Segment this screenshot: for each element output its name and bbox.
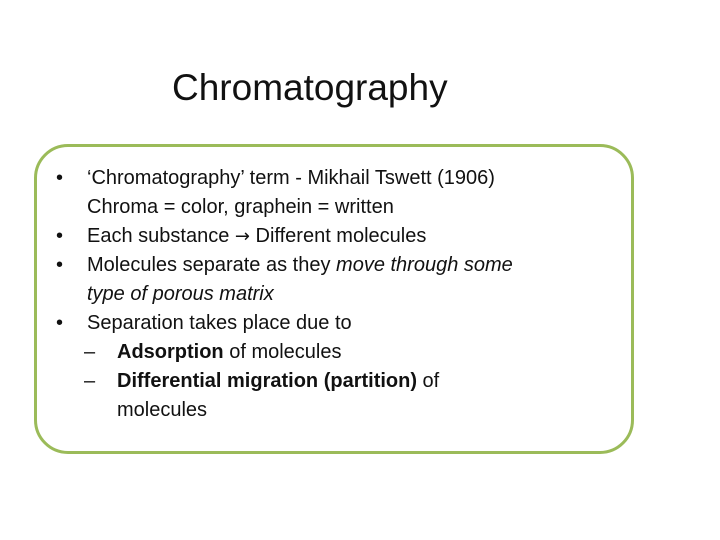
bullet-continuation [56, 280, 626, 309]
bullet-item [56, 164, 626, 193]
bullet-marker: • [56, 312, 64, 334]
bullet-text: Separation takes place due to [87, 312, 352, 334]
sub-bullet-text: molecules [117, 399, 208, 421]
slide-title: Chromatography [172, 67, 448, 108]
bullet-text-italic: type of porous matrix [87, 283, 274, 305]
bullet-text-italic: move through some [336, 254, 513, 276]
sub-bullet-marker: – [84, 341, 96, 363]
bullet-continuation [56, 193, 626, 222]
sub-bullet-marker: – [84, 370, 96, 392]
bullet-text: Different molecules [249, 225, 427, 247]
bullet-item [56, 251, 626, 280]
sub-bullet-continuation [56, 396, 626, 425]
bullet-item [56, 222, 626, 251]
bullet-marker: • [56, 254, 64, 276]
sub-bullet-bold: Adsorption [117, 341, 224, 363]
right-arrow-icon: → [234, 226, 250, 247]
bullet-marker: • [56, 167, 64, 189]
bullet-text: Molecules separate as they [87, 254, 337, 276]
bullet-list [56, 164, 626, 425]
sub-bullet-bold: Differential migration (partition) [117, 370, 417, 392]
sub-bullet-item [56, 338, 626, 367]
bullet-text: ‘Chromatography’ term - Mikhail Tswett (1906) [87, 167, 495, 189]
bullet-text: Each substance [87, 225, 235, 247]
bullet-item [56, 309, 626, 338]
bullet-text: Chroma = color, graphein = written [87, 196, 394, 218]
bullet-marker: • [56, 225, 64, 247]
sub-bullet-item [56, 367, 626, 396]
sub-bullet-text: of [417, 370, 440, 392]
sub-bullet-text: of molecules [223, 341, 342, 363]
